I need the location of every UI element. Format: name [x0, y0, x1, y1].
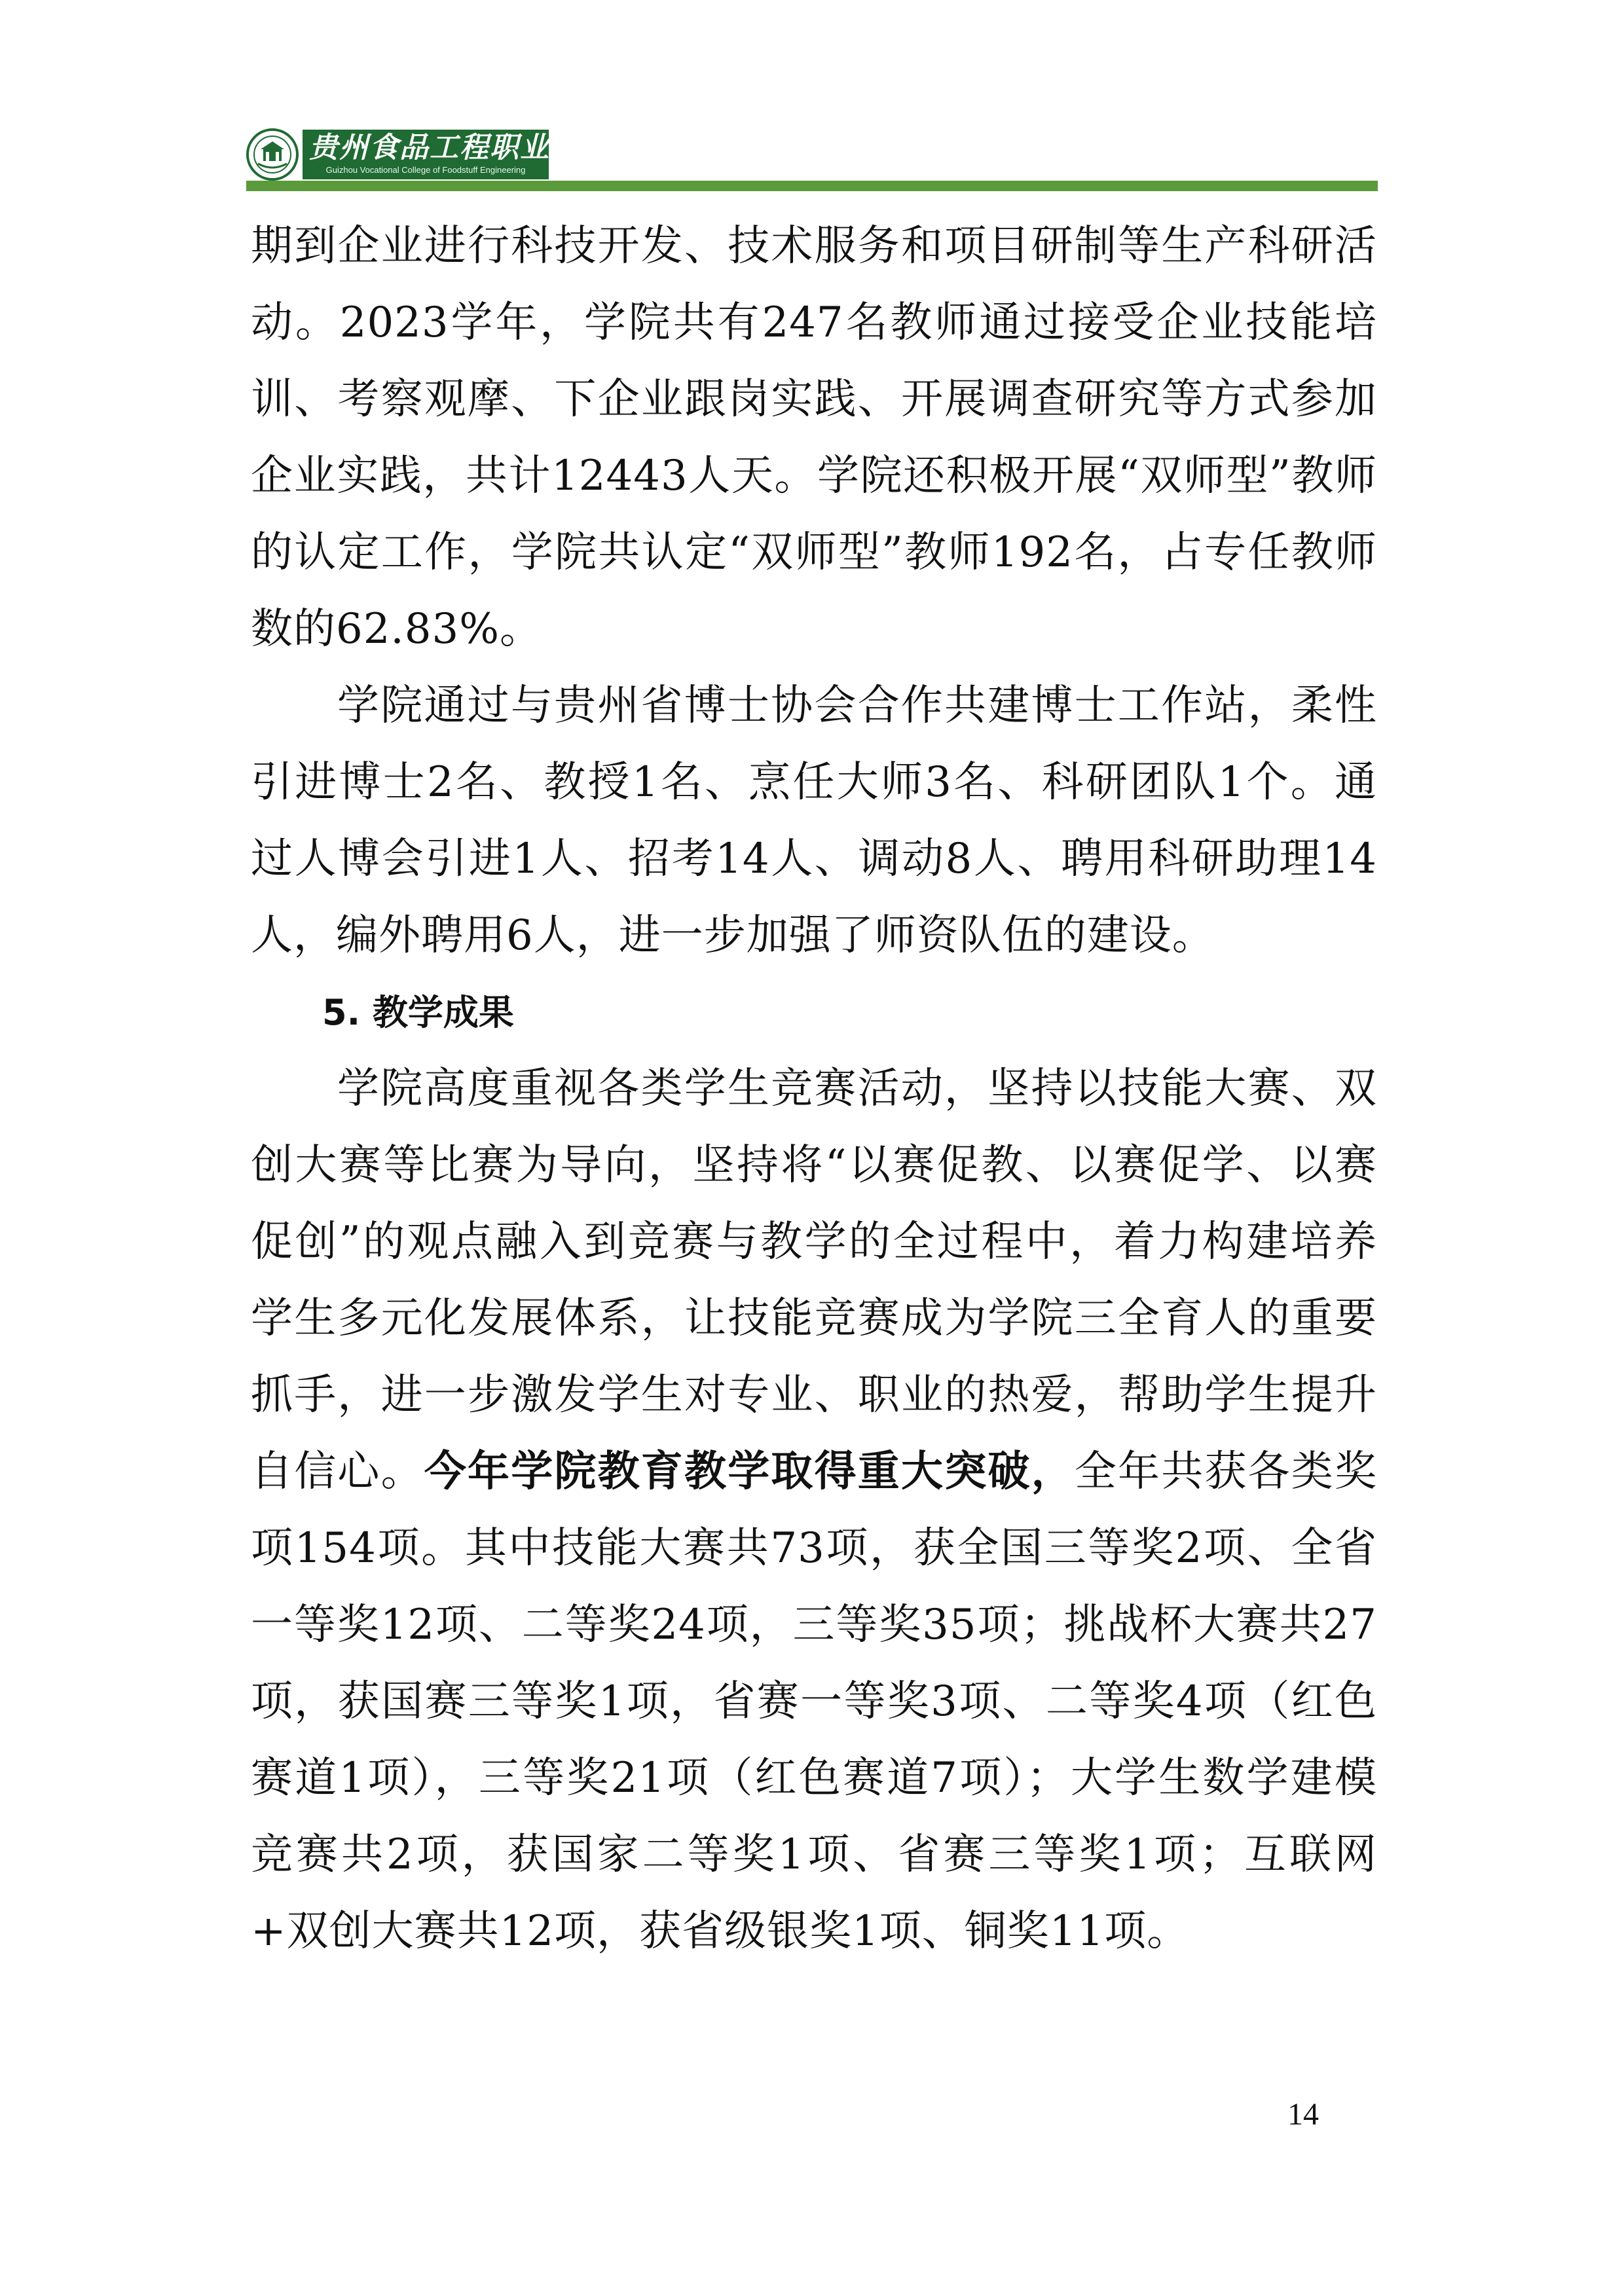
- paragraph-awards-intro: 学院高度重视各类学生竞赛活动，坚持以技能大赛、双创大赛等比赛为导向，坚持将“以赛促教、以赛促学、以赛促创”的观点融入到竞赛与教学的全过程中，着力构建培养学生多元化发展体系，让技能竞赛成为学院三全育人的重要抓手，进一步激发学生对专业、职业的热爱，帮助学生提升自信心。: [251, 1065, 1377, 1496]
- college-logo-wordmark: [303, 130, 610, 179]
- paragraph-awards-details: 全年共获各类奖项154项。其中技能大赛共73项，获全国三等奖2项、全省一等奖12项、二等奖24项，三等奖35项；挑战杯大赛共27项，获国赛三等奖1项，省赛一等奖3项、二等奖4项（红色赛道1项），三等奖21项（红色赛道7项）；大学生数学建模竞赛共2项，获国家二等奖1项、省赛三等奖1项；互联网+双创大赛共12项，获省级银奖1项、铜奖11项。: [251, 1448, 1378, 1956]
- header-divider: [246, 181, 1378, 191]
- college-name-en: Guizhou Vocational College of Foodstuff Engineering: [325, 165, 526, 175]
- page-content: [251, 208, 1377, 1970]
- college-name-cn: 贵州食品工程职业学院: [309, 131, 610, 164]
- college-emblem-icon: [246, 128, 299, 181]
- paragraph-teacher-practice: 期到企业进行科技开发、技术服务和项目研制等生产科研活动。2023学年，学院共有247名教师通过接受企业技能培训、考察观摩、下企业跟岗实践、开展调查研究等方式参加企业实践，共计12443人天。学院还积极开展“双师型”教师的认定工作，学院共认定“双师型”教师192名，占专任教师数的62.83%。: [251, 222, 1377, 653]
- page-number: 14: [1287, 2097, 1319, 2132]
- page-header: [246, 128, 1378, 194]
- paragraph-awards-highlight: 今年学院教育教学取得重大突破，: [424, 1448, 1075, 1496]
- paragraph-talent-introduction: 学院通过与贵州省博士协会合作共建博士工作站，柔性引进博士2名、教授1名、烹任大师3名、科研团队1个。通过人博会引进1人、招考14人、调动8人、聘用科研助理14人，编外聘用6人，进一步加强了师资队伍的建设。: [251, 682, 1377, 960]
- section-heading-teaching-achievements: 5. 教学成果: [322, 992, 514, 1033]
- paragraph-competition-awards: [251, 1051, 1377, 1970]
